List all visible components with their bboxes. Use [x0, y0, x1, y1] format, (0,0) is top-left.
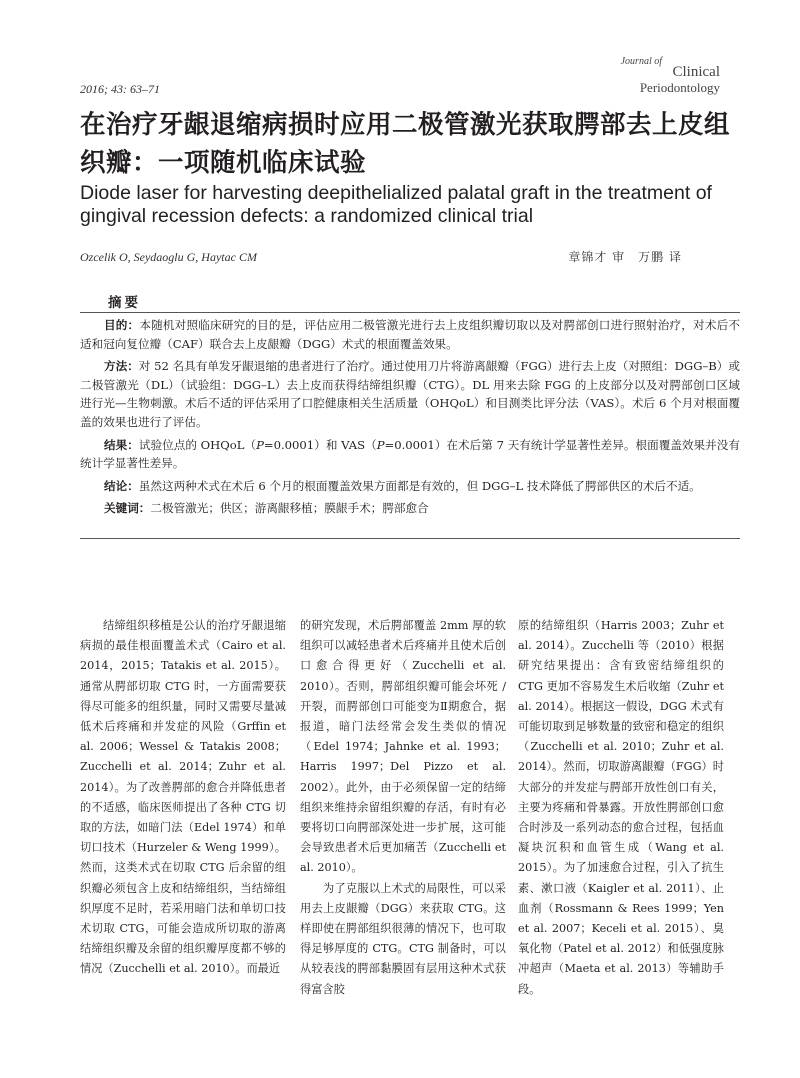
- body-paragraph: 结缔组织移植是公认的治疗牙龈退缩病损的最佳根面覆盖术式（Cairo et al. 2014，2015；Tatakis et al. 2015）。通常从腭部切取 CTG 时，一方面需要获得尽可能多的组织量，同时又需要尽量减低术后疼痛和并发症的风险（Grffin et al. 2006；Wessel & Tatakis 2008；Zucchelli et al. 2014；Zuhr et al. 2014）。为了改善腭部的愈合并降低患者的不适感，临床医师提出了各种 CTG 切取的方法，如暗门法（Edel 1974）和单切口技术（Hurzeler & Weng 1999）。然而，这类术式在切取 CTG 后余留的组织瓣必须包含上皮和结缔组织，当结缔组织厚度不足时，若采用暗门法和单切口技术切取 CTG，可能会造成所切取的游离结缔组织瓣及余留的组织瓣厚度都不够的情况（Zucchelli et al. 2010）。而最近: [80, 619, 286, 976]
- abstract-conclusion: [80, 477, 740, 496]
- results-p-symbol-2: P: [376, 437, 385, 452]
- body-column-2: [300, 616, 506, 1000]
- abstract-methods: [80, 357, 740, 431]
- conclusion-label: 结论：: [104, 478, 139, 493]
- abstract-top-rule: [80, 312, 740, 313]
- body-paragraph: 为了克服以上术式的局限性，可以采用去上皮龈瓣（DGG）来获取 CTG。这样即使在腭部组织很薄的情况下，也可取得足够厚度的 CTG。CTG 制备时，可以从较表浅的腭部黏膜固有层用这种术式获得富含胶: [300, 881, 506, 996]
- body-paragraph: 的研究发现，术后腭部覆盖 2mm 厚的软组织可以减轻患者术后疼痛并且使术后创口愈合得更好（Zucchelli et al. 2010）。否则，腭部组织瓣可能会坏死 / 开裂，而腭部创口可能变为Ⅱ期愈合，据报道，暗门法经常会发生类似的情况（Edel 1974；Jahnke et al. 1993；Harris 1997；Del Pizzo et al. 2002）。此外，由于必须保留一定的结缔组织来维持余留组织瓣的存活，有时有必要将切口向腭部深处进一步扩展，这可能会导致患者术后更加痛苦（Zucchelli et al. 2010）。: [300, 619, 506, 875]
- body-paragraph: 原的结缔组织（Harris 2003；Zuhr et al. 2014）。Zucchelli 等（2010）根据研究结果提出：含有致密结缔组织的 CTG 更加不容易发生术后收缩（Zuhr et al. 2014）。根据这一假设，DGG 术式有可能切取到足够数量的致密和稳定的组织（Zucchelli et al. 2010；Zuhr et al. 2014）。然而，切取游离龈瓣（FGG）时大部分的并发症与腭部开放性创口有关，主要为疼痛和骨暴露。开放性腭部创口愈合时涉及一系列动态的愈合过程，包括血凝块沉积和血管生成（Wang et al. 2015）。为了加速愈合过程，引入了抗生素、漱口液（Kaigler et al. 2011）、止血剂（Rossmann & Rees 1999；Yen et al. 2007；Keceli et al. 2015）、臭氧化物（Patel et al. 2012）和低强度脉冲超声（Maeta et al. 2013）等辅助手段。: [518, 619, 724, 996]
- results-text-1: 试验位点的 OHQoL（: [138, 437, 257, 452]
- authors: Ozcelik O, Seydaoglu G, Haytac CM: [80, 250, 257, 264]
- journal-logo: [600, 56, 720, 96]
- abstract-results: [80, 436, 740, 473]
- body-column-3: [518, 616, 724, 1000]
- translators: 章锦才 审 万鹏 译: [568, 250, 682, 264]
- english-title: Diode laser for harvesting deepithelialized palatal graft in the treatment of gingival recession defects: a randomized clinical trial: [80, 182, 712, 227]
- keywords-text: 二极管激光；供区；游离龈移植；膜龈手术；腭部愈合: [150, 501, 429, 516]
- abstract-keywords: [80, 499, 740, 518]
- chinese-title: 在治疗牙龈退缩病损时应用二极管激光获取腭部去上皮组织瓣：一项随机临床试验: [80, 110, 731, 178]
- conclusion-text: 虽然这两种术式在术后 6 个月的根面覆盖效果方面都是有效的，但 DGG–L 技术降低了腭部供区的术后不适。: [138, 478, 701, 493]
- keywords-label: 关键词：: [104, 501, 151, 516]
- abstract-objective: [80, 316, 740, 353]
- body-column-1: [80, 616, 286, 980]
- results-text-3: =0.0001）在术后第 7 天有统计学显著性差异。根面覆盖效果并没有统计学显著性差异。: [80, 437, 740, 471]
- abstract-heading: 摘要: [108, 295, 141, 311]
- journal-citation: 2016; 43: 63–71: [80, 82, 160, 96]
- objective-text: 本随机对照临床研究的目的是，评估应用二极管激光进行去上皮组织瓣切取以及对腭部创口进行照射治疗，对术后不适和冠向复位瓣（CAF）联合去上皮龈瓣（DGG）术式的根面覆盖效果。: [80, 318, 740, 351]
- journal-logo-line3: Periodontology: [639, 80, 720, 95]
- results-text-2: =0.0001）和 VAS（: [263, 437, 377, 452]
- results-p-symbol-1: P: [256, 437, 264, 452]
- methods-text: 对 52 名具有单发牙龈退缩的患者进行了治疗。通过使用刀片将游离龈瓣（FGG）进行去上皮（对照组：DGG–B）或二极管激光（DL）（试验组：DGG–L）去上皮而获得结缔组织瓣（CTG）。DL 用来去除 FGG 的上皮部分以及对腭部创口区域进行光—生物刺激。术后不适的评估采用了口腔健康相关生活质量（OHQoL）和目测类比评分法（VAS）。术后 6 个月对根面覆盖的效果也进行了评估。: [80, 359, 740, 429]
- journal-logo-line2: Clinical: [672, 64, 720, 80]
- results-label: 结果：: [104, 437, 139, 452]
- abstract-body: [80, 316, 740, 522]
- objective-label: 目的：: [104, 318, 140, 332]
- journal-logo-line1: Journal of: [620, 56, 662, 67]
- methods-label: 方法：: [104, 359, 139, 374]
- abstract-bottom-rule: [80, 538, 740, 539]
